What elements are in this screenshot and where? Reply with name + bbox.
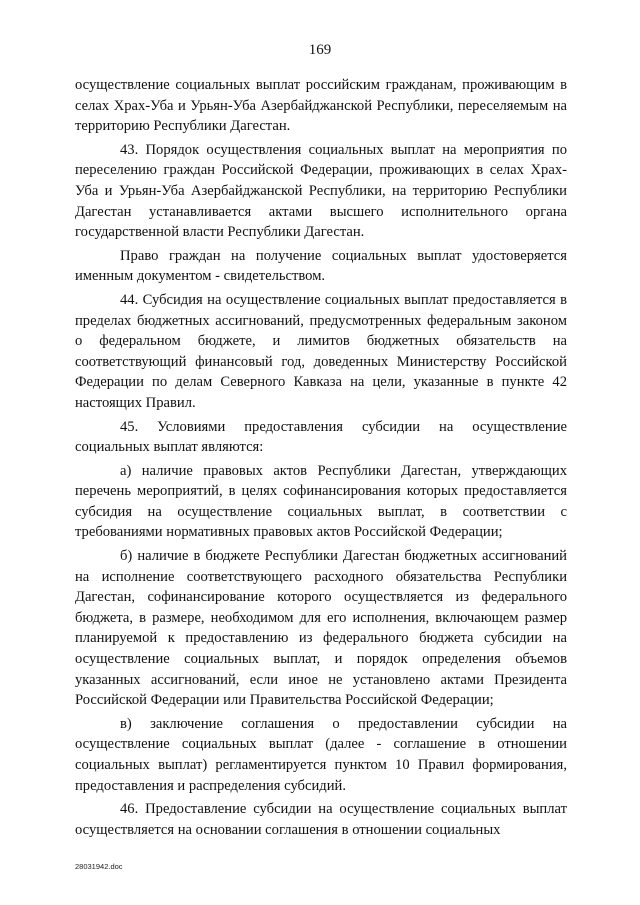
paragraph: Право граждан на получение социальных выплат удостоверяется именным документом - свидетельством. [75, 247, 567, 285]
paragraph-45: 45. Условиями предоставления субсидии на осуществление социальных выплат являются: [75, 418, 567, 456]
list-item-v: в) заключение соглашения о предоставлении субсидии на осуществление социальных выплат (далее - соглашение в отношении социальных выплат) регламентируется пунктом 10 Правил формирования, предоставления и распределения субсидий. [75, 715, 567, 794]
paragraph-46: 46. Предоставление субсидии на осуществление социальных выплат осуществляется на основании соглашения в отношении социальных [75, 801, 567, 838]
file-name-footer: 28031942.doc [75, 862, 123, 871]
document-body [75, 75, 567, 843]
paragraph-44: 44. Субсидия на осуществление социальных выплат предоставляется в пределах бюджетных ассигнований, предусмотренных федеральным законом о федеральном бюджете, и лимитов бюджетных обязательств на соответствующий финансовый год, доведенных Министерству Российской Федерации по делам Северного Кавказа на цели, указанные в пункте 42 настоящих Правил. [75, 291, 567, 411]
list-item-b: б) наличие в бюджете Республики Дагестан бюджетных ассигнований на исполнение соответствующего расходного обязательства Республики Дагестан, софинансирование которого осуществляется из федерального бюджета, в размере, необходимом для его исполнения, включающем размер планируемой к предоставлению из федерального бюджета субсидии на осуществление социальных выплат, и порядок определения объемов указанных ассигнований, если иное не установлено актами Президента Российской Федерации или Правительства Российской Федерации; [75, 548, 567, 709]
paragraph: осуществление социальных выплат российским гражданам, проживающим в селах Храх-Уба и Урьян-Уба Азербайджанской Республики, переселяемым на территорию Республики Дагестан. [75, 77, 567, 135]
paragraph-43: 43. Порядок осуществления социальных выплат на мероприятия по переселению граждан Российской Федерации, проживающих в селах Храх-Уба и Урьян-Уба Азербайджанской Республики, на территорию Республики Дагестан устанавливается актами высшего исполнительного органа государственной власти Республики Дагестан. [75, 141, 567, 241]
page-number: 169 [308, 42, 332, 58]
list-item-a: а) наличие правовых актов Республики Дагестан, утверждающих перечень мероприятий, в целях софинансирования которых предоставляется субсидия на осуществление социальных выплат, в соответствии с требованиями нормативных правовых актов Российской Федерации; [75, 462, 567, 541]
